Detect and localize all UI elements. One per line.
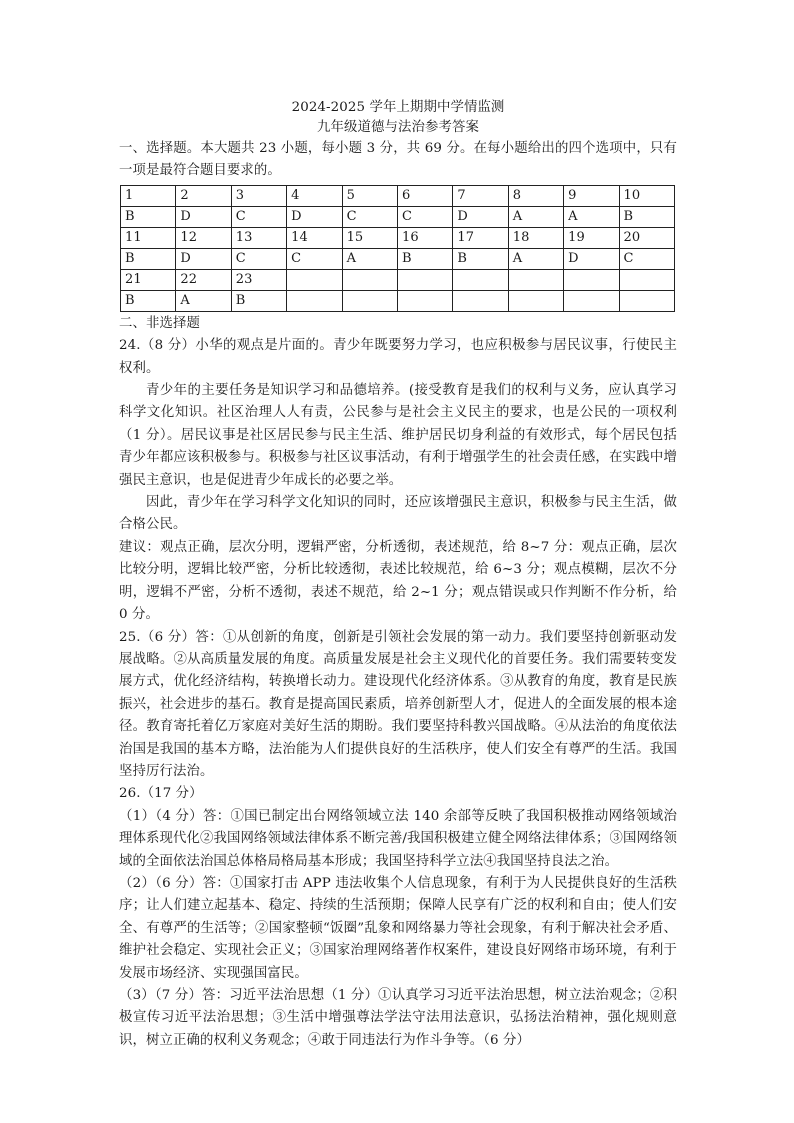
- q25-answer: 25.（6 分）答：①从创新的角度，创新是引领社会发展的第一动力。我们要坚持创新驱动发展战略。②从高质量发展的角度。高质量发展是社会主义现代化的首要任务。我们需要转变发展方式，优化经济结构，转换增长动力。建设现代化经济体系。③从教育的角度，教育是民族振兴，社会进步的基石。教育是提高国民素质，培养创新型人才，促进人的全面发展的根本途径。教育寄托着亿万家庭对美好生活的期盼。我们要坚持科教兴国战略。④从法治的角度依法治国是我国的基本方略，法治能为人们提供良好的生活秩序，使人们安全有尊严的生活。我国坚持厉行法治。: [119, 629, 677, 779]
- answer-table-cell: [342, 290, 397, 311]
- answer-table-cell: B: [397, 248, 452, 269]
- answer-table-cell: [397, 290, 452, 311]
- answer-table-cell: 2: [176, 185, 231, 206]
- answer-table-cell: [342, 269, 397, 290]
- answer-table-cell: [287, 269, 342, 290]
- answer-table-cell: [564, 290, 619, 311]
- answer-table-cell: 6: [397, 185, 452, 206]
- answer-table-cell: 5: [342, 185, 397, 206]
- q24-paragraph-2: 因此，青少年在学习科学文化知识的同时，还应该增强民主意识，积极参与民主生活，做合格公民。: [119, 495, 677, 533]
- answer-table-cell: 11: [121, 227, 176, 248]
- answer-table-cell: [619, 290, 674, 311]
- answer-table-row: [121, 290, 675, 311]
- section2-heading: 二、非选择题: [119, 315, 200, 331]
- answer-table-cell: 10: [619, 185, 674, 206]
- answer-table: [120, 185, 675, 312]
- answer-table-cell: 9: [564, 185, 619, 206]
- answer-table-row: [121, 206, 675, 227]
- answer-table-row: [121, 185, 675, 206]
- answer-table-cell: C: [342, 206, 397, 227]
- answer-table-cell: A: [508, 248, 563, 269]
- answer-table-cell: B: [121, 248, 176, 269]
- answer-table-cell: D: [176, 248, 231, 269]
- q24-lead: 24.（8 分）小华的观点是片面的。青少年既要努力学习，也应积极参与居民议事，行使民主权利。: [119, 338, 677, 376]
- answer-table-cell: A: [342, 248, 397, 269]
- answer-table-row: [121, 227, 675, 248]
- answer-table-row: [121, 269, 675, 290]
- answer-table-cell: [397, 269, 452, 290]
- document-title: [119, 98, 677, 138]
- q24-paragraph-1: 青少年的主要任务是知识学习和品德培养。(接受教育是我们的权利与义务，应认真学习科学文化知识。社区治理人人有责，公民参与是社会主义民主的要求，也是公民的一项权利（1 分）。居民议事是社区居民参与民主生活、维护居民切身利益的有效形式，每个居民包括青少年都应该积极参与。积极参与社区议事活动，有利于增强学生的社会责任感，在实践中增强民主意识，也是促进青少年成长的必要之举。: [119, 383, 677, 488]
- q26-part-1: （1）（4 分）答：①国已制定出台网络领域立法 140 余部等反映了我国积极推动网络领域治理体系现代化②我国网络领域法律体系不断完善/我国积极建立健全网络法律体系；③国网络领域的全面依法治国总体格局格局基本形成；我国坚持科学立法④我国坚持良法之治。: [119, 808, 677, 869]
- document-body: [119, 98, 677, 1052]
- answer-table-cell: D: [564, 248, 619, 269]
- answer-table-cell: [453, 269, 508, 290]
- q26-part-3: （3）（7 分）答：习近平法治思想（1 分）①认真学习习近平法治思想，树立法治观念；②积极宣传习近平法治思想；③生活中增强尊法学法守法用法意识，弘扬法治精神，强化规则意识，树立正确的权利义务观念；④敢于同违法行为作斗争等。（6 分）: [119, 988, 677, 1048]
- answer-table-cell: 8: [508, 185, 563, 206]
- answer-table-cell: D: [453, 206, 508, 227]
- q26-lead: 26.（17 分）: [119, 786, 203, 802]
- answer-table-cell: 14: [287, 227, 342, 248]
- answer-table-row: [121, 248, 675, 269]
- answer-table-cell: [508, 290, 563, 311]
- answer-table-cell: [453, 290, 508, 311]
- answer-table-cell: C: [397, 206, 452, 227]
- answer-table-cell: 15: [342, 227, 397, 248]
- answer-table-cell: B: [453, 248, 508, 269]
- answer-table-cell: A: [564, 206, 619, 227]
- section1-intro: 一、选择题。本大题共 23 小题，每小题 3 分，共 69 分。在每小题给出的四个选项中，只有一项是最符合题目要求的。: [119, 141, 677, 179]
- answer-table-cell: 23: [231, 269, 286, 290]
- answer-table-cell: [564, 269, 619, 290]
- answer-table-cell: B: [121, 290, 176, 311]
- answer-table-cell: [508, 269, 563, 290]
- title-line-2: 九年级道德与法治参考答案: [317, 120, 479, 135]
- answer-table-cell: C: [619, 248, 674, 269]
- answer-table-cell: A: [176, 290, 231, 311]
- answer-table-cell: 12: [176, 227, 231, 248]
- answer-table-cell: D: [287, 206, 342, 227]
- answer-table-cell: 22: [176, 269, 231, 290]
- answer-table-cell: 4: [287, 185, 342, 206]
- answer-table-cell: [287, 290, 342, 311]
- answer-table-cell: C: [231, 206, 286, 227]
- answer-table-cell: B: [619, 206, 674, 227]
- answer-table-cell: 7: [453, 185, 508, 206]
- answer-table-cell: B: [121, 206, 176, 227]
- answer-table-cell: 18: [508, 227, 563, 248]
- q24-scoring-suggestion: 建议：观点正确，层次分明，逻辑严密，分析透彻，表述规范，给 8~7 分：观点正确，层次比较分明，逻辑比较严密，分析比较透彻，表述比较规范，给 6~3 分；观点模糊，层次不分明，逻辑不严密，分析不透彻，表述不规范，给 2~1 分；观点错误或只作判断不作分析，给 0 分。: [119, 539, 677, 623]
- answer-table-cell: 16: [397, 227, 452, 248]
- answer-table-cell: 13: [231, 227, 286, 248]
- q26-part-2: （2）（6 分）答：①国家打击 APP 违法收集个人信息现象，有利于为人民提供良好的生活秩序；让人们建立起基本、稳定、持续的生活预期；保障人民享有广泛的权利和自由；使人们安全、有尊严的生活等；②国家整顿“饭圈”乱象和网络暴力等社会现象，有利于解决社会矛盾、维护社会稳定、实现社会正义；③国家治理网络著作权案件，建设良好网络市场环境，有利于发展市场经济、实现强国富民。: [119, 875, 677, 981]
- title-line-1: 2024-2025 学年上期期中学情监测: [291, 100, 505, 115]
- answer-table-cell: [619, 269, 674, 290]
- answer-table-cell: 20: [619, 227, 674, 248]
- answer-table-cell: C: [287, 248, 342, 269]
- answer-table-cell: A: [508, 206, 563, 227]
- answer-table-cell: C: [231, 248, 286, 269]
- answer-table-cell: 3: [231, 185, 286, 206]
- answer-table-cell: 19: [564, 227, 619, 248]
- answer-table-cell: D: [176, 206, 231, 227]
- answer-table-cell: 1: [121, 185, 176, 206]
- answer-table-cell: B: [231, 290, 286, 311]
- answer-table-cell: 17: [453, 227, 508, 248]
- answer-table-cell: 21: [121, 269, 176, 290]
